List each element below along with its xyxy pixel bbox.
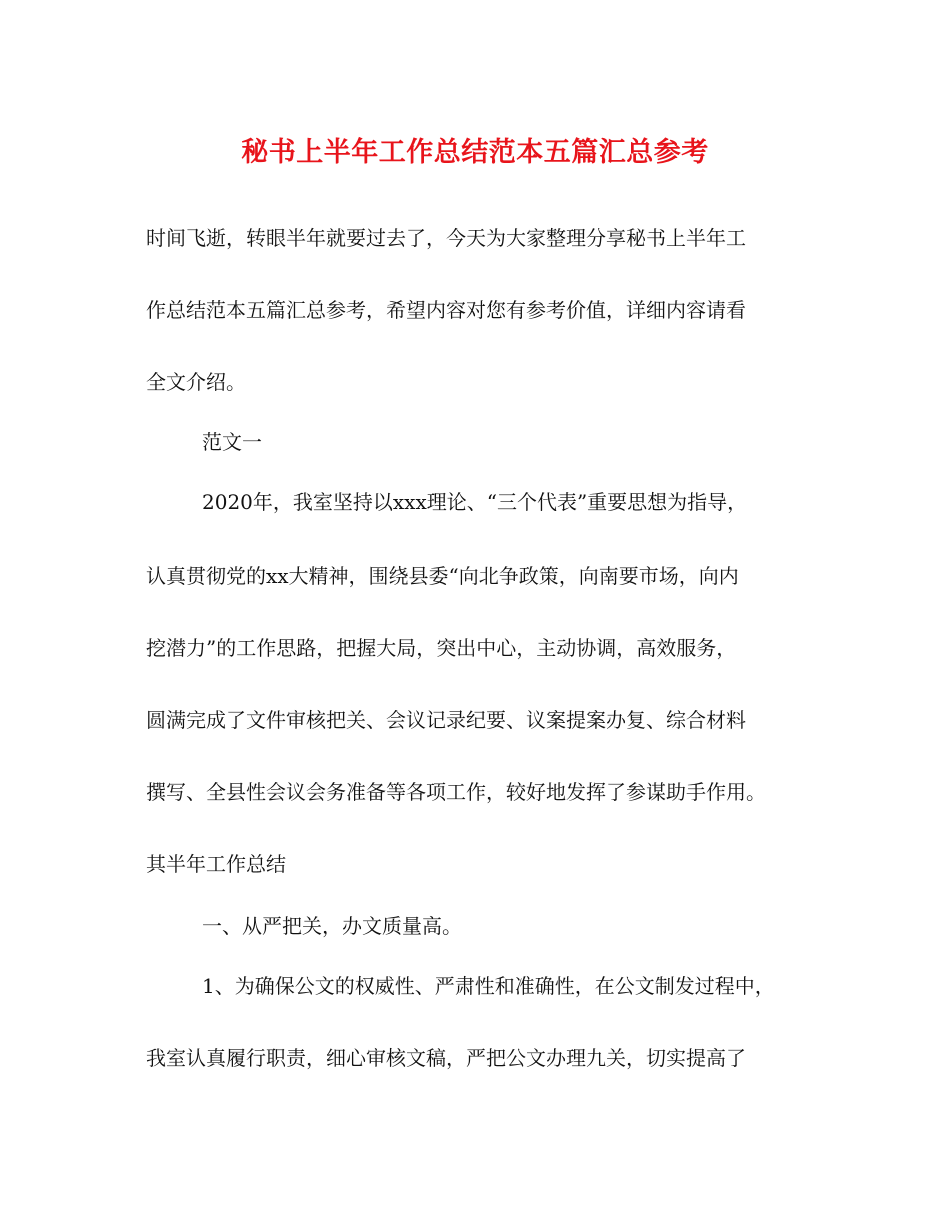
paragraph-line: 全文介绍。 (146, 370, 246, 394)
paragraph-line: 1、为确保公文的权威性、严肃性和准确性，在公文制发过程中， (202, 974, 775, 998)
paragraph-line: 挖潜力”的工作思路，把握大局，突出中心，主动协调，高效服务， (146, 636, 737, 660)
paragraph-line: 作总结范本五篇汇总参考，希望内容对您有参考价值，详细内容请看 (146, 298, 746, 322)
paragraph-line: 2020年，我室坚持以xxx理论、“三个代表”重要思想为指导， (202, 490, 748, 514)
paragraph-line: 认真贯彻党的xx大精神，围绕县委“向北争政策，向南要市场，向内 (146, 564, 739, 588)
paragraph-line: 撰写、全县性会议会务准备等各项工作，较好地发挥了参谋助手作用。 (146, 780, 766, 804)
paragraph-line: 其半年工作总结 (146, 852, 286, 876)
paragraph-line: 我室认真履行职责，细心审核文稿，严把公文办理九关，切实提高了 (146, 1046, 746, 1070)
paragraph-line: 圆满完成了文件审核把关、会议记录纪要、议案提案办复、综合材料 (146, 708, 746, 732)
section-heading: 一、从严把关，办文质量高。 (202, 914, 462, 938)
section-heading: 范文一 (202, 430, 262, 454)
paragraph-line: 时间飞逝，转眼半年就要过去了，今天为大家整理分享秘书上半年工 (146, 226, 746, 250)
document-title: 秘书上半年工作总结范本五篇汇总参考 (241, 137, 709, 168)
